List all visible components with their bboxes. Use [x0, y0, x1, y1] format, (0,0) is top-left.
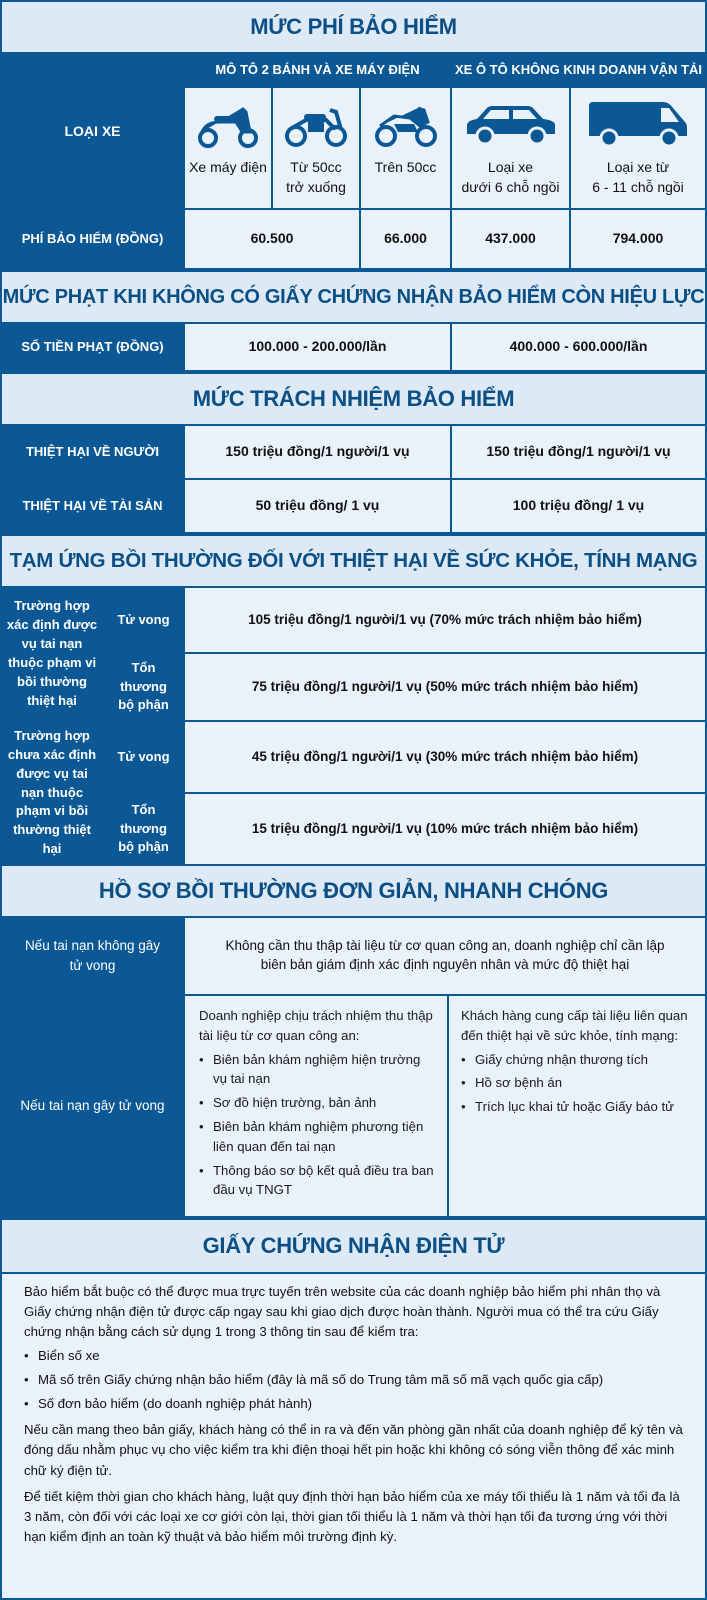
vehicle-label-line2: dưới 6 chỗ ngồi: [461, 178, 560, 195]
vehicle-cell-car: [452, 88, 569, 208]
small-motorbike-icon: [284, 102, 348, 148]
advance-value: 105 triệu đồng/1 người/1 vụ (70% mức trách nhiệm bảo hiểm): [185, 588, 705, 652]
vehicle-cell-van: [571, 88, 705, 208]
group-moto-header: MÔ TÔ 2 BÁNH VÀ XE MÁY ĐIỆN: [185, 54, 450, 86]
no-death-label: Nếu tai nạn không gây tử vong: [2, 918, 183, 994]
vehicle-label-line2: 6 - 11 chỗ ngồi: [592, 178, 684, 195]
list-item: • Số đơn bảo hiểm (do doanh nghiệp phát hành): [24, 1394, 683, 1414]
fee-moto-high: 66.000: [361, 210, 450, 268]
advance-type-death: Tử vong: [104, 588, 183, 652]
penalty-label: SỐ TIỀN PHẠT (ĐỒNG): [2, 324, 183, 370]
vehicle-label: Loại xe từ: [606, 159, 670, 175]
liability-title: MỨC TRÁCH NHIỆM BẢO HIỂM: [2, 374, 705, 424]
premium-title: MỨC PHÍ BẢO HIỂM: [2, 2, 705, 52]
liability-person-label: THIỆT HẠI VỀ NGƯỜI: [2, 426, 183, 478]
liability-person-car: 150 triệu đồng/1 người/1 vụ: [452, 426, 705, 478]
death-label: Nếu tai nạn gây tử vong: [2, 996, 183, 1216]
fee-label: PHÍ BẢO HIỂM (ĐỒNG): [2, 210, 183, 268]
vehicle-label: Từ 50cc: [290, 159, 342, 175]
vehicle-cell-electric: [185, 88, 271, 208]
vehicle-label-line2: trở xuống: [286, 178, 346, 195]
vehicle-type-label: LOẠI XE: [2, 54, 183, 208]
car-icon: [463, 102, 559, 148]
ecert-intro: Bảo hiểm bắt buộc có thể được mua trực tuyến trên website của các doanh nghiệp bảo hiểm phi nhân thọ và Giấy chứng nhận điện tử được cấp ngay sau khi giao dịch được hoàn thành. Người mua có thể tra cứu Giấy chứng nhận bằng cách sử dụng 1 trong 3 thông tin sau để kiểm tra:: [24, 1284, 661, 1340]
group-car-header: XE Ô TÔ KHÔNG KINH DOANH VẬN TẢI: [452, 54, 705, 86]
advance-value: 15 triệu đồng/1 người/1 vụ (10% mức trách nhiệm bảo hiểm): [185, 794, 705, 864]
no-death-text: Không cần thu thập tài liệu từ cơ quan công an, doanh nghiệp chỉ cần lập biên bản giám định xác định nguyên nhân và mức độ thiệt hại: [185, 918, 705, 994]
fee-car-van: 794.000: [571, 210, 705, 268]
list-item: • Thông báo sơ bộ kết quả điều tra ban đầu vụ TNGT: [199, 1161, 437, 1201]
advance-case-determined: Trường hợp xác định được vụ tai nạn thuộc phạm vi bồi thường thiệt hại: [2, 588, 102, 720]
list-item: • Mã số trên Giấy chứng nhận bảo hiểm (đây là mã số do Trung tâm mã số mã vạch quốc gia cấp): [24, 1370, 683, 1390]
list-item: • Trích lục khai tử hoặc Giấy báo tử: [461, 1097, 697, 1117]
vehicle-label: Loại xe: [487, 159, 534, 175]
vehicle-label: Trên 50cc: [374, 159, 437, 175]
ecert-title: GIẤY CHỨNG NHẬN ĐIỆN TỬ: [2, 1220, 705, 1272]
list-item: • Sơ đồ hiện trường, bản ảnh: [199, 1093, 437, 1113]
advance-title: TẠM ỨNG BỒI THƯỜNG ĐỐI VỚI THIỆT HẠI VỀ SỨC KHỎE, TÍNH MẠNG: [2, 536, 705, 586]
list-item: • Hồ sơ bệnh án: [461, 1073, 697, 1093]
dossier-title: HỒ SƠ BỒI THƯỜNG ĐƠN GIẢN, NHANH CHÓNG: [2, 866, 705, 916]
advance-type-injury: Tổn thương bộ phận: [104, 794, 183, 864]
customer-docs: [449, 996, 705, 1216]
penalty-moto: 100.000 - 200.000/lần: [185, 324, 450, 370]
vehicle-label: Xe máy điện: [189, 159, 267, 175]
advance-type-injury: Tổn thương bộ phận: [104, 654, 183, 720]
enterprise-intro: Doanh nghiệp chịu trách nhiệm thu thập tài liệu từ cơ quan công an:: [199, 1008, 433, 1043]
list-item: • Biên bản khám nghiệm hiện trường vụ tai nạn: [199, 1050, 437, 1090]
fee-moto-low: 60.500: [185, 210, 359, 268]
electric-scooter-icon: [196, 102, 260, 148]
liability-property-label: THIỆT HẠI VỀ TÀI SẢN: [2, 480, 183, 532]
customer-intro: Khách hàng cung cấp tài liệu liên quan đến thiệt hại về sức khỏe, tính mạng:: [461, 1008, 688, 1043]
list-item: • Giấy chứng nhận thương tích: [461, 1050, 697, 1070]
list-item: • Biển số xe: [24, 1346, 683, 1366]
liability-property-moto: 50 triệu đồng/ 1 vụ: [185, 480, 450, 532]
sport-motorbike-icon: [374, 102, 438, 148]
penalty-title: MỨC PHẠT KHI KHÔNG CÓ GIẤY CHỨNG NHẬN BẢO HIỂM CÒN HIỆU LỰC: [2, 272, 705, 322]
enterprise-docs: [185, 996, 447, 1216]
advance-case-undetermined: Trường hợp chưa xác định được vụ tai nạn thuộc phạm vi bồi thường thiệt hại: [2, 722, 102, 864]
liability-person-moto: 150 triệu đồng/1 người/1 vụ: [185, 426, 450, 478]
list-item: • Biên bản khám nghiệm phương tiện liên quan đến tai nạn: [199, 1117, 437, 1157]
penalty-car: 400.000 - 600.000/lần: [452, 324, 705, 370]
advance-type-death: Tử vong: [104, 722, 183, 792]
ecert-body: [2, 1274, 705, 1598]
advance-value: 75 triệu đồng/1 người/1 vụ (50% mức trách nhiệm bảo hiểm): [185, 654, 705, 720]
ecert-paragraph: Để tiết kiệm thời gian cho khách hàng, luật quy định thời hạn bảo hiểm của xe máy tối thiểu là 1 năm và tối đa là 3 năm, còn đối với các loại xe cơ giới còn lại, thời gian tối thiểu là 1 năm và thời hạn tối đa tương ứng với thời hạn kiểm định an toàn kỹ thuật và bảo hiểm môi trường định kỳ.: [24, 1488, 680, 1544]
vehicle-cell-over50: [361, 88, 450, 208]
vehicle-cell-under50: [273, 88, 359, 208]
van-icon: [585, 100, 691, 148]
fee-car-small: 437.000: [452, 210, 569, 268]
ecert-paragraph: Nếu cần mang theo bản giấy, khách hàng có thể in ra và đến văn phòng gần nhất của doanh nghiệp để ký tên và đóng dấu nhằm phục vụ cho việc kiểm tra khi điện thoại hết pin hoặc khi không có sóng viễn thông để xác minh chữ ký điện tử.: [24, 1422, 683, 1478]
advance-value: 45 triệu đồng/1 người/1 vụ (30% mức trách nhiệm bảo hiểm): [185, 722, 705, 792]
liability-property-car: 100 triệu đồng/ 1 vụ: [452, 480, 705, 532]
